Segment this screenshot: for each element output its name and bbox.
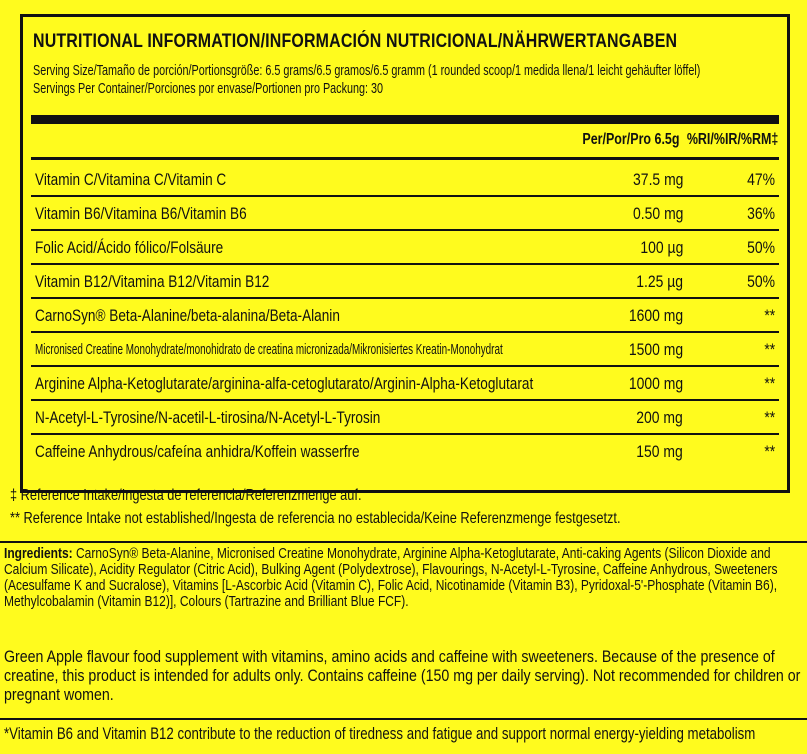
nutrient-amount: 1.25 µg <box>636 272 683 291</box>
footnote-reference-intake: ‡ Reference Intake/Ingesta de referencia/Referenzmenge auf. <box>10 487 362 504</box>
footnote-not-established: ** Reference Intake not established/Ingesta de referencia no establecida/Keine Referenzmenge festgesetzt. <box>10 510 621 527</box>
serving-info <box>33 62 700 98</box>
table-row <box>31 299 779 333</box>
nutrient-name: Vitamin C/Vitamina C/Vitamin C <box>35 170 227 189</box>
nutrient-ri: 50% <box>747 238 775 257</box>
panel-title: NUTRITIONAL INFORMATION/INFORMACIÓN NUTRICIONAL/NÄHRWERTANGABEN <box>33 31 678 52</box>
nutrient-ri: ** <box>764 306 775 325</box>
table-row <box>31 265 779 299</box>
nutrient-name: Vitamin B6/Vitamina B6/Vitamin B6 <box>35 204 247 223</box>
nutrient-table <box>31 163 779 469</box>
servings-per-container: Servings Per Container/Porciones por envase/Portionen pro Packung: 30 <box>33 80 384 97</box>
ingredients-text <box>4 546 796 610</box>
nutrient-ri: 47% <box>747 170 775 189</box>
table-row <box>31 197 779 231</box>
product-description: Green Apple flavour food supplement with vitamins, amino acids and caffeine with sweeteners. Because of the presence of creatine, this product is intended for adults only. Contains caffeine (150 mg per daily serving). Not recommended for children or pregnant women. <box>4 647 801 704</box>
nutrient-name: Vitamin B12/Vitamina B12/Vitamin B12 <box>35 272 270 291</box>
nutrient-amount: 150 mg <box>636 442 683 461</box>
nutrient-name: Micronised Creatine Monohydrate/monohidrato de creatina micronizada/Mikronisiertes Kreatin-Monohydrat <box>35 341 503 358</box>
nutrient-ri: ** <box>764 374 775 393</box>
nutrient-name: Folic Acid/Ácido fólico/Folsäure <box>35 238 224 257</box>
thick-divider <box>31 115 779 124</box>
column-header-reference-intake: %RI/%IR/%RM‡ <box>686 131 778 148</box>
nutrient-ri: 50% <box>747 272 775 291</box>
nutrient-amount: 37.5 mg <box>632 170 683 189</box>
nutrient-amount: 1500 mg <box>628 340 683 359</box>
column-header-per-serving: Per/Por/Pro 6.5g <box>581 131 679 148</box>
nutrient-amount: 1600 mg <box>628 306 683 325</box>
nutrition-panel <box>20 14 790 493</box>
nutrient-amount: 200 mg <box>636 408 683 427</box>
section-divider <box>0 541 807 543</box>
serving-size: Serving Size/Tamaño de porción/Portionsgröße: 6.5 grams/6.5 gramos/6.5 gramm (1 rounded scoop/1 medida llena/1 leicht gehäufter löffel) <box>33 62 701 79</box>
table-row <box>31 333 779 367</box>
table-row <box>31 367 779 401</box>
table-row <box>31 163 779 197</box>
nutrient-ri: ** <box>764 340 775 359</box>
table-row <box>31 401 779 435</box>
nutrient-name: CarnoSyn® Beta-Alanine/beta-alanina/Beta-Alanin <box>35 306 340 325</box>
nutrient-ri: 36% <box>747 204 775 223</box>
nutrient-ri: ** <box>764 408 775 427</box>
table-row <box>31 435 779 469</box>
ingredients-list: CarnoSyn® Beta-Alanine, Micronised Creatine Monohydrate, Arginine Alpha-Ketoglutarate, Anti-caking Agents (Silicon Dioxide and Calcium Silicate), Acidity Regulator (Citric Acid), Bulking Agent (Polydextrose), Flavourings, N-Acetyl-L-Tyrosine, Caffeine Anhydrous, Sweeteners (Acesulfame K and Sucralose), Vitamins [L-Ascorbic Acid (Vitamin C), Folic Acid, Nicotinamide (Vitamin B3), Pyridoxal-5'-Phosphate (Vitamin B6), Methylcobalamin (Vitamin B12)], Colours (Tartrazine and Brilliant Blue FCF). <box>4 545 778 610</box>
nutrient-amount: 1000 mg <box>628 374 683 393</box>
nutrient-ri: ** <box>764 442 775 461</box>
nutrient-name: Caffeine Anhydrous/cafeína anhidra/Koffein wasserfre <box>35 442 360 461</box>
table-row <box>31 231 779 265</box>
header-divider <box>31 157 779 160</box>
nutrient-amount: 100 µg <box>640 238 683 257</box>
nutrient-name: N-Acetyl-L-Tyrosine/N-acetil-L-tirosina/N-Acetyl-L-Tyrosin <box>35 408 381 427</box>
nutrient-amount: 0.50 mg <box>632 204 683 223</box>
section-divider <box>0 718 807 720</box>
ingredients-label: Ingredients: <box>4 545 73 562</box>
nutrient-name: Arginine Alpha-Ketoglutarate/arginina-alfa-cetoglutarato/Arginin-Alpha-Ketoglutarat <box>35 374 534 393</box>
health-claim: *Vitamin B6 and Vitamin B12 contribute to the reduction of tiredness and fatigue and support normal energy-yielding metabolism <box>4 724 756 743</box>
